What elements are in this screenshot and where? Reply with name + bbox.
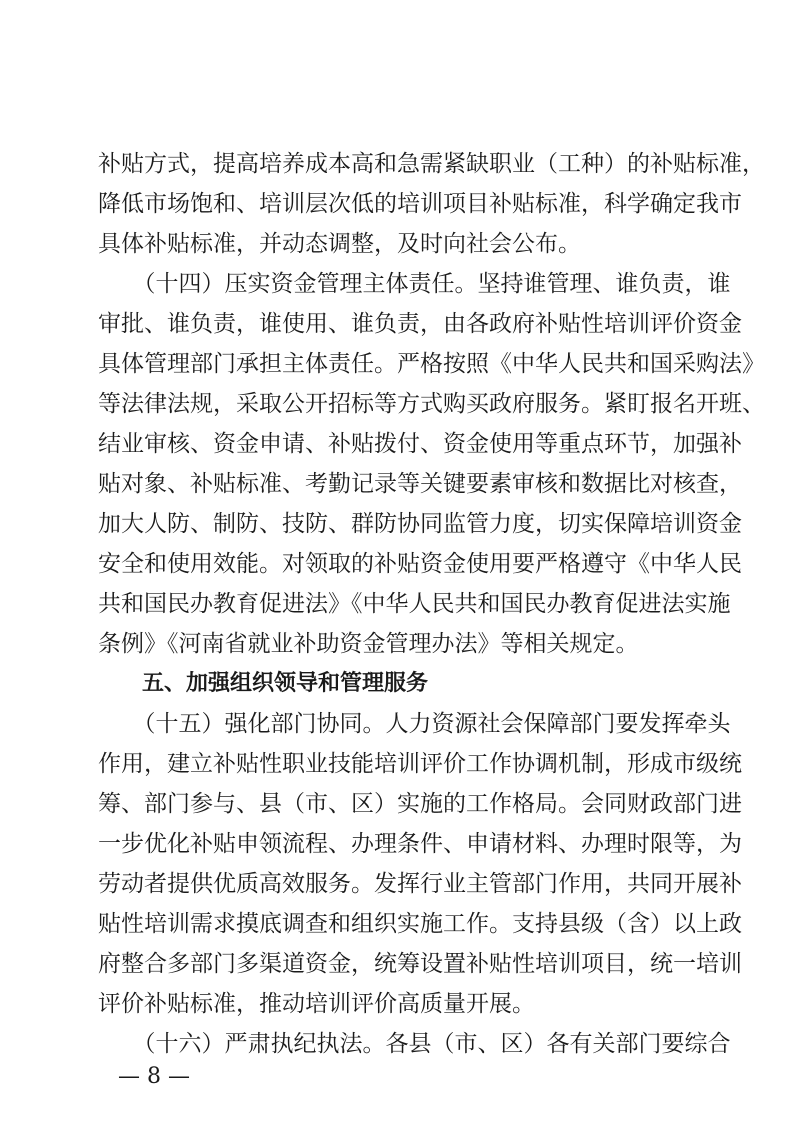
body-text-line: 具体管理部门承担主体责任。严格按照《中华人民共和国采购法》: [98, 351, 765, 377]
body-text-line: 贴对象、补贴标准、考勤记录等关键要素审核和数据比对核查，: [98, 471, 742, 497]
body-text-line: 审批、谁负责，谁使用、谁负责，由各政府补贴性培训评价资金: [98, 311, 742, 337]
body-text-line: 作用，建立补贴性职业技能培训评价工作协调机制，形成市级统: [98, 751, 742, 777]
body-text-line: 一步优化补贴申领流程、办理条件、申请材料、办理时限等，为: [98, 831, 742, 857]
body-text-line: 加大人防、制防、技防、群防协同监管力度，切实保障培训资金: [98, 511, 742, 537]
body-text-line: 等法律法规，采取公开招标等方式购买政府服务。紧盯报名开班、: [98, 391, 765, 417]
body-text-line: 条例》《河南省就业补助资金管理办法》等相关规定。: [98, 631, 639, 657]
body-text-line: 劳动者提供优质高效服务。发挥行业主管部门作用，共同开展补: [98, 871, 742, 897]
body-text-line: 结业审核、资金申请、补贴拨付、资金使用等重点环节，加强补: [98, 431, 742, 457]
body-text-line: 府整合多部门多渠道资金，统筹设置补贴性培训项目，统一培训: [98, 951, 742, 977]
body-text-line: 具体补贴标准，并动态调整，及时向社会公布。: [98, 231, 581, 257]
body-text-line: 评价补贴标准，推动培训评价高质量开展。: [98, 991, 535, 1017]
section-heading: 五、加强组织领导和管理服务: [98, 671, 429, 696]
body-text-line: 共和国民办教育促进法》《中华人民共和国民办教育促进法实施: [98, 591, 731, 617]
body-text-line: 补贴方式，提高培养成本高和急需紧缺职业（工种）的补贴标准，: [98, 151, 765, 177]
body-text-line: 降低市场饱和、培训层次低的培训项目补贴标准，科学确定我市: [98, 191, 742, 217]
body-text-line: （十五）强化部门协同。人力资源社会保障部门要发挥牵头: [98, 711, 731, 737]
page-number: — 8 —: [118, 1064, 190, 1089]
body-text-line: （十四）压实资金管理主体责任。坚持谁管理、谁负责，谁: [98, 271, 731, 297]
body-text-line: 贴性培训需求摸底调查和组织实施工作。支持县级（含）以上政: [98, 911, 742, 937]
body-text-line: 筹、部门参与、县（市、区）实施的工作格局。会同财政部门进: [98, 791, 742, 817]
body-text-line: （十六）严肃执纪执法。各县（市、区）各有关部门要综合: [98, 1031, 731, 1057]
body-text-line: 安全和使用效能。对领取的补贴资金使用要严格遵守《中华人民: [98, 551, 742, 577]
